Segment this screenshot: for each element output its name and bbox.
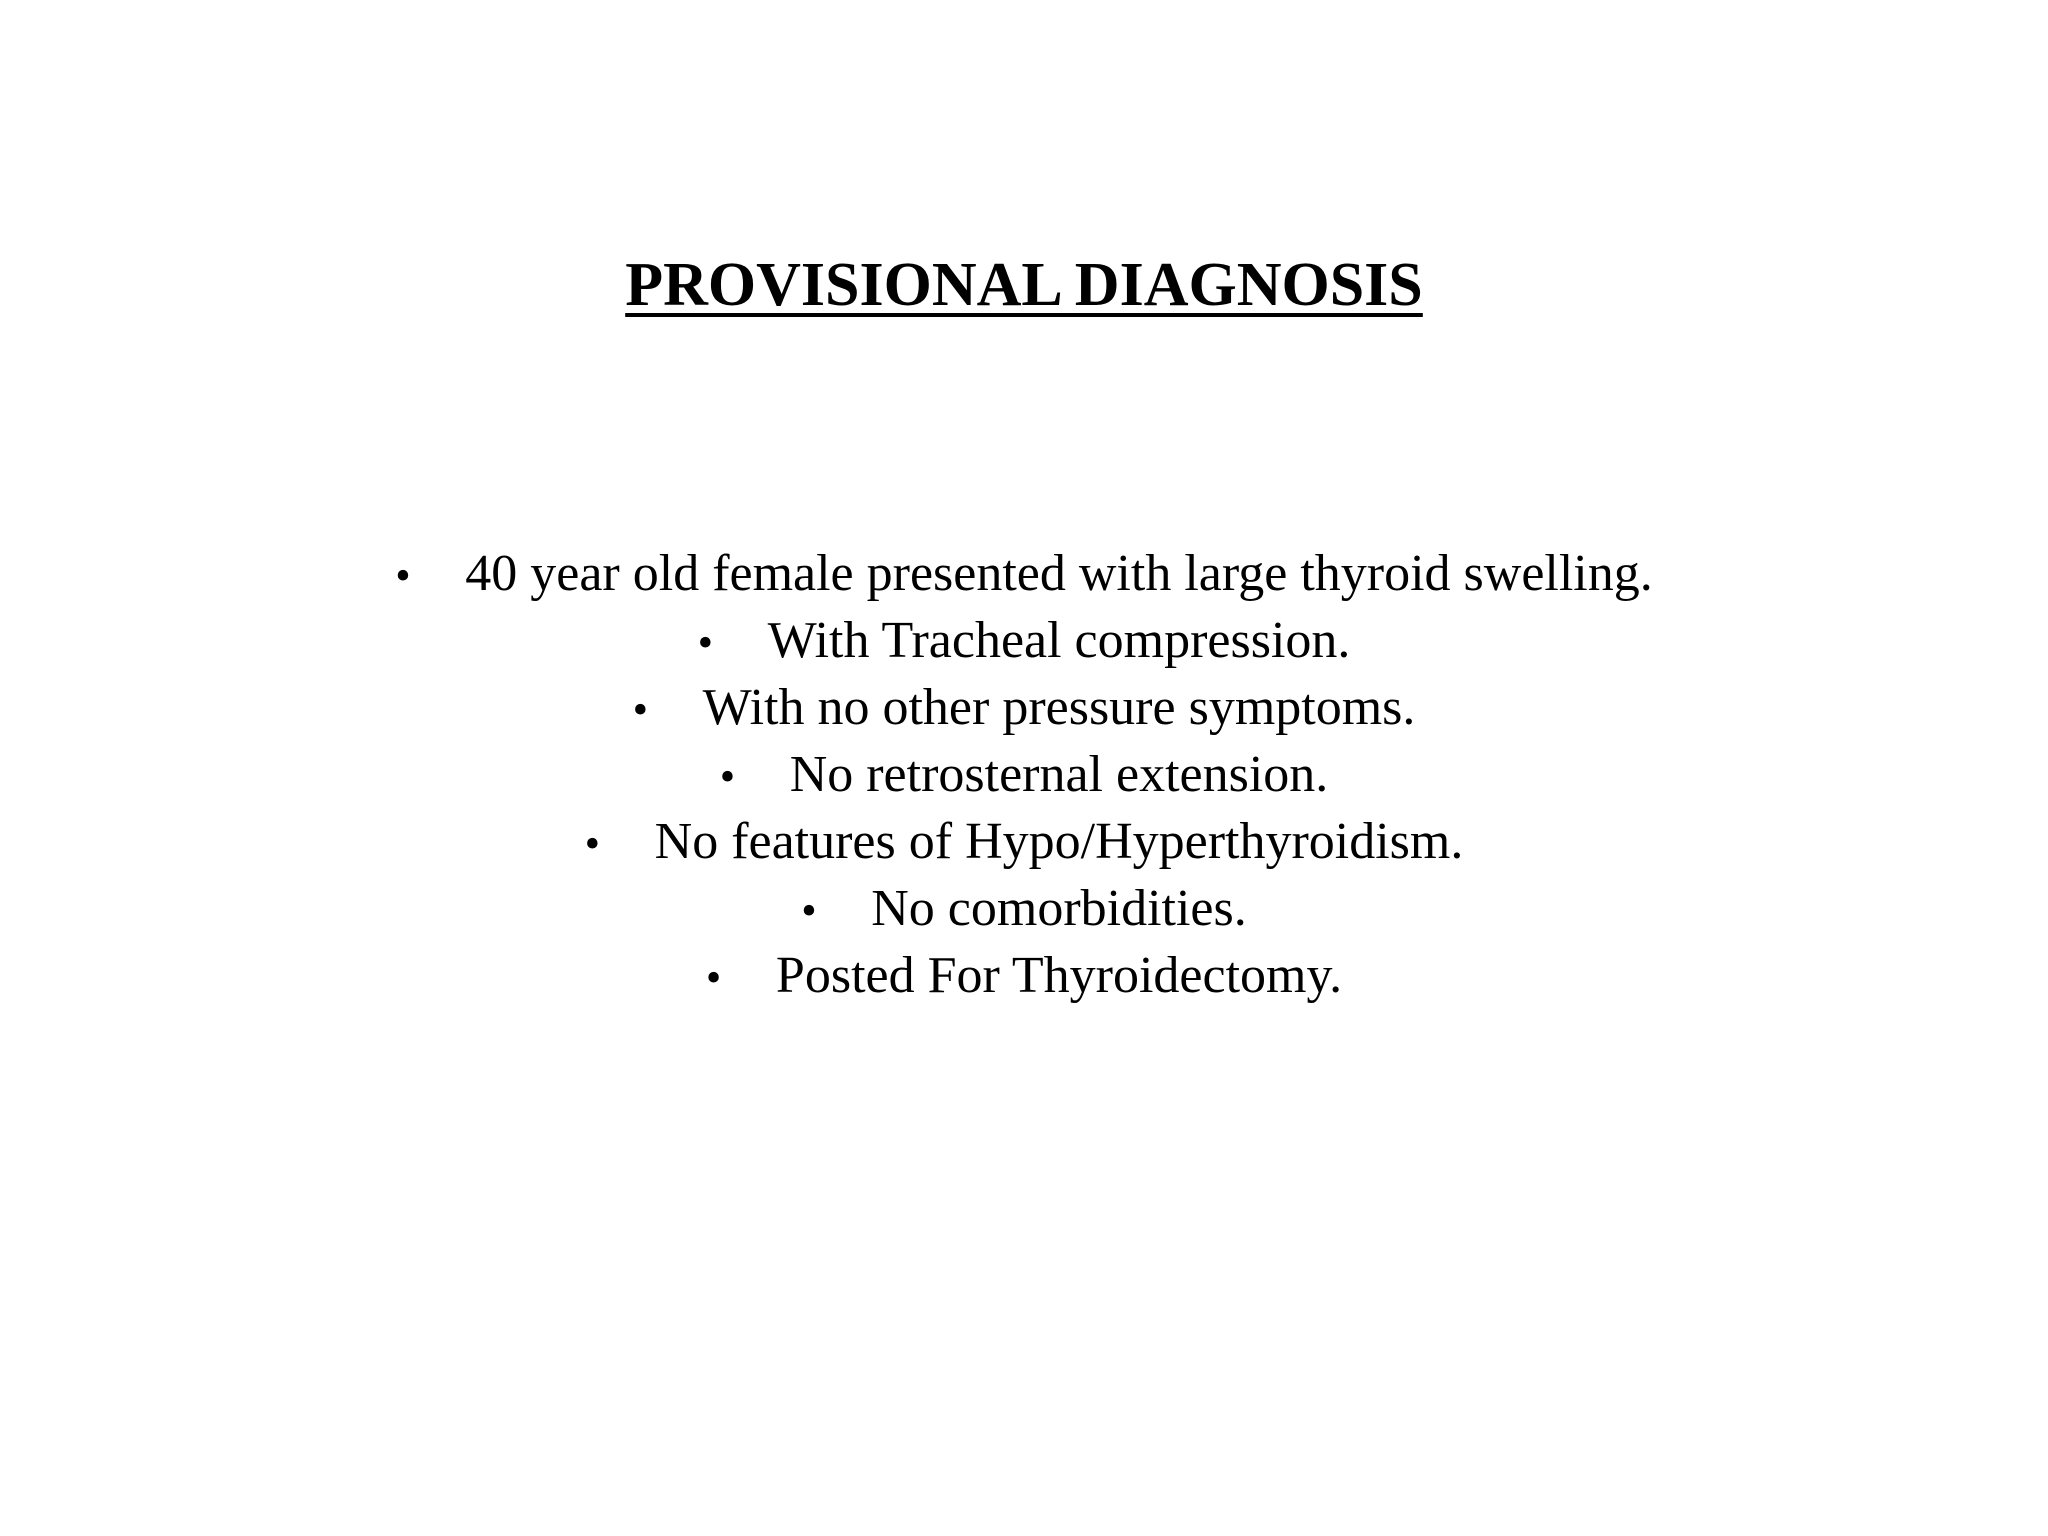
bullet-dot-icon: • [801, 886, 817, 935]
bullet-dot-icon: • [705, 953, 722, 1002]
slide-title [0, 250, 2048, 320]
bullet-item [0, 942, 2048, 1009]
bullet-item [0, 607, 2048, 674]
bullet-dot-icon: • [697, 618, 713, 667]
bullet-dot-icon: • [584, 819, 601, 868]
bullet-text: With Tracheal compression. [767, 612, 1351, 669]
bullet-text: No retrosternal extension. [789, 746, 1329, 803]
bullet-text: No comorbidities. [871, 880, 1247, 937]
bullet-item [0, 741, 2048, 808]
slide-title-text: PROVISIONAL DIAGNOSIS [625, 251, 1423, 319]
bullet-text: 40 year old female presented with large thyroid swelling. [465, 545, 1653, 602]
bullet-dot-icon: • [395, 551, 411, 600]
bullet-item [0, 808, 2048, 875]
bullet-item [0, 540, 2048, 607]
bullet-text: With no other pressure symptoms. [702, 679, 1416, 736]
bullet-text: Posted For Thyroidectomy. [775, 947, 1343, 1004]
bullet-text: No features of Hypo/Hyperthyroidism. [654, 813, 1464, 870]
diagnosis-bullet-list [0, 540, 2048, 1009]
bullet-item [0, 674, 2048, 741]
bullet-dot-icon: • [719, 752, 736, 801]
bullet-dot-icon: • [632, 685, 648, 734]
bullet-item [0, 875, 2048, 942]
